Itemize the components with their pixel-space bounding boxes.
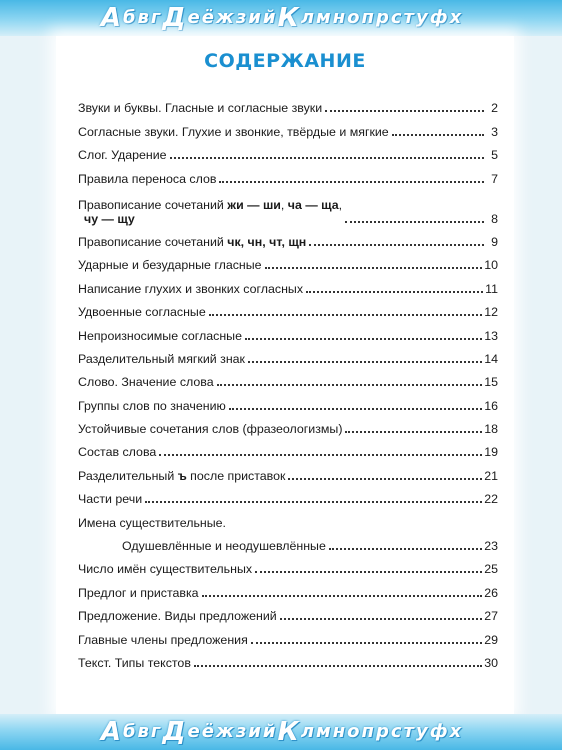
banner-letter: у: [415, 7, 428, 28]
banner-letter: Д: [162, 3, 186, 33]
banner-letter: ф: [429, 721, 448, 742]
toc-entry-title: Группы слов по значению: [78, 398, 226, 413]
banner-letter: К: [277, 3, 299, 33]
toc-entry-title: Предлог и приставка: [78, 585, 199, 600]
banner-letter: А: [100, 717, 121, 747]
banner-letter: з: [235, 7, 247, 28]
dot-leader: [329, 547, 482, 550]
toc-entry[interactable]: [78, 530, 498, 553]
toc-entry[interactable]: [78, 600, 498, 623]
dot-leader: [145, 500, 482, 503]
banner-letter: е: [187, 7, 200, 28]
banner-letter: о: [347, 7, 360, 28]
toc-entry[interactable]: [78, 576, 498, 599]
toc-entry-title: Имена существительные.: [78, 515, 226, 530]
toc-entry-title: Ударные и безударные гласные: [78, 258, 262, 273]
toc-entry-bold: жи — ши: [227, 197, 281, 212]
banner-letter: р: [375, 7, 389, 28]
toc-entry-text: Правописание сочетаний: [78, 234, 228, 249]
banner-letter: ё: [201, 7, 214, 28]
banner-letter: п: [361, 721, 374, 742]
toc-page-number: 8: [491, 211, 498, 226]
toc-entry[interactable]: [78, 343, 498, 366]
banner-letter: й: [262, 721, 276, 742]
toc-page-number: 11: [485, 281, 498, 296]
toc-page-number: 22: [484, 492, 498, 507]
banner-letter: г: [150, 721, 161, 742]
toc-entry-title: [78, 198, 342, 226]
dot-leader: [217, 383, 483, 386]
dot-leader: [309, 243, 484, 246]
banner-letter: А: [100, 3, 121, 33]
toc-entry-bold: ча — ща: [287, 197, 339, 212]
toc-entry[interactable]: [78, 459, 498, 482]
toc-entry-title: Непроизносимые согласные: [78, 328, 242, 343]
toc-entry-separator: ,: [338, 197, 343, 212]
toc-entry[interactable]: [78, 389, 498, 412]
dot-leader: [159, 453, 482, 456]
dot-leader: [345, 430, 482, 433]
toc-entry-text: Разделительный: [78, 468, 178, 483]
banner-letter: х: [449, 7, 462, 28]
toc-entry[interactable]: [78, 296, 498, 319]
alphabet-banner-bottom: [0, 714, 562, 750]
dot-leader: [345, 220, 484, 223]
dot-leader: [392, 133, 484, 136]
toc-entry-text: после приставок: [186, 468, 286, 483]
toc-entry[interactable]: [78, 623, 498, 646]
toc-page-number: 26: [484, 585, 498, 600]
toc-entry-title: Слово. Значение слова: [78, 375, 214, 390]
toc-entry[interactable]: [78, 162, 498, 185]
toc-entry[interactable]: [78, 413, 498, 436]
banner-letter: т: [403, 721, 414, 742]
dot-leader: [288, 477, 482, 480]
banner-letter: н: [332, 721, 346, 742]
toc-page-number: 7: [491, 171, 498, 186]
banner-letter: ф: [429, 7, 448, 28]
toc-entry[interactable]: [78, 553, 498, 576]
banner-letter: и: [248, 7, 261, 28]
toc-page-number: 16: [484, 398, 498, 413]
banner-letter: з: [235, 721, 247, 742]
dot-leader: [280, 617, 483, 620]
toc-entry-title: Число имён существительных: [78, 562, 253, 577]
toc-page-number: 29: [484, 632, 498, 647]
toc-entry[interactable]: [78, 92, 498, 115]
banner-letter: й: [262, 7, 276, 28]
banner-letter: с: [390, 7, 402, 28]
toc-entry-title: Согласные звуки. Глухие и звонкие, твёрдые и мягкие: [78, 124, 389, 139]
toc-page-number: 19: [484, 445, 498, 460]
dot-leader: [194, 664, 482, 667]
banner-letter: м: [316, 7, 331, 28]
banner-letter: Д: [162, 717, 186, 747]
toc-entry[interactable]: [78, 272, 498, 295]
banner-letter: в: [137, 721, 149, 742]
toc-page-number: 21: [484, 468, 498, 483]
toc-entry[interactable]: [78, 647, 498, 670]
dot-leader: [219, 180, 484, 183]
toc-entry-title: Текст. Типы текстов: [78, 655, 191, 670]
toc-entry[interactable]: [78, 115, 498, 138]
dot-leader: [209, 313, 482, 316]
toc-entry-title-line2: чу — щу: [84, 211, 135, 226]
toc-page-number: 23: [484, 539, 498, 554]
toc-page-number: 2: [491, 101, 498, 116]
toc-entry[interactable]: [78, 483, 498, 506]
dot-leader: [265, 266, 483, 269]
toc-entry-title: Предложение. Виды предложений: [78, 609, 277, 624]
dot-leader: [248, 360, 482, 363]
banner-letter: х: [449, 721, 462, 742]
dot-leader: [170, 156, 484, 159]
toc-page-number: 25: [484, 562, 498, 577]
banner-letter: ж: [215, 7, 234, 28]
toc-page-number: 9: [491, 234, 498, 249]
banner-letter: у: [415, 721, 428, 742]
toc-entry-separator: ,: [280, 197, 288, 212]
banner-letter: м: [316, 721, 331, 742]
banner-letter: г: [150, 7, 161, 28]
contents-page: [56, 36, 514, 714]
banner-letter: и: [248, 721, 261, 742]
toc-entry[interactable]: [78, 249, 498, 272]
dot-leader: [306, 290, 483, 293]
banner-letter: л: [300, 721, 314, 742]
toc-entry-title-line1: [78, 198, 342, 212]
banner-letter: б: [122, 721, 136, 742]
toc-entry-title: [78, 235, 306, 249]
toc-page-number: 3: [491, 124, 498, 139]
toc-entry[interactable]: [78, 436, 498, 459]
toc-entry[interactable]: [78, 319, 498, 342]
toc-entry-title: Удвоенные согласные: [78, 305, 206, 320]
toc-entry-title: [78, 469, 285, 483]
banner-letter: т: [403, 7, 414, 28]
toc-entry-bold: ъ: [177, 468, 187, 483]
toc-entry-title: Разделительный мягкий знак: [78, 351, 245, 366]
dot-leader: [255, 570, 482, 573]
toc-entry-title: Устойчивые сочетания слов (фразеологизмы): [78, 422, 343, 437]
banner-letter: н: [332, 7, 346, 28]
dot-leader: [251, 641, 482, 644]
banner-letter: о: [347, 721, 360, 742]
table-of-contents: [78, 92, 498, 670]
toc-page-number: 15: [484, 375, 498, 390]
toc-page-number: 14: [484, 351, 498, 366]
toc-entry[interactable]: [78, 139, 498, 162]
toc-page-number: 27: [484, 609, 498, 624]
toc-entry-title: Звуки и буквы. Гласные и согласные звуки: [78, 101, 323, 116]
banner-letter: в: [137, 7, 149, 28]
toc-page-number: 13: [484, 328, 498, 343]
dot-leader: [202, 594, 483, 597]
toc-entry[interactable]: [78, 366, 498, 389]
banner-letter: ж: [215, 721, 234, 742]
toc-entry-heading[interactable]: [78, 506, 498, 529]
banner-letter: л: [300, 7, 314, 28]
banner-letter: б: [122, 7, 136, 28]
toc-page-number: 12: [484, 305, 498, 320]
toc-entry-title: Одушевлённые и неодушевлённые: [122, 539, 326, 554]
dot-leader: [245, 337, 482, 340]
toc-entry-title: Части речи: [78, 492, 143, 507]
toc-entry-title: Правила переноса слов: [78, 171, 217, 186]
page-title: СОДЕРЖАНИЕ: [204, 50, 366, 72]
toc-entry[interactable]: [78, 186, 498, 226]
toc-entry-text: Правописание сочетаний: [78, 197, 228, 212]
toc-entry-title: Написание глухих и звонких согласных: [78, 281, 304, 296]
dot-leader: [325, 109, 484, 112]
banner-letter: р: [375, 721, 389, 742]
banner-letter: п: [361, 7, 374, 28]
toc-page-number: 30: [484, 655, 498, 670]
banner-letter: ё: [201, 721, 214, 742]
alphabet-banner-top: [0, 0, 562, 36]
banner-letter: с: [390, 721, 402, 742]
toc-entry-title: Состав слова: [78, 445, 157, 460]
dot-leader: [229, 407, 482, 410]
banner-letter: К: [277, 717, 299, 747]
toc-entry-title: Главные члены предложения: [78, 632, 248, 647]
banner-letter: е: [187, 721, 200, 742]
toc-page-number: 18: [484, 422, 498, 437]
toc-page-number: 5: [491, 148, 498, 163]
toc-entry-title: Слог. Ударение: [78, 148, 167, 163]
toc-page-number: 10: [484, 258, 498, 273]
toc-entry[interactable]: [78, 226, 498, 249]
toc-entry-bold: чк, чн, чт, щн: [227, 234, 307, 249]
